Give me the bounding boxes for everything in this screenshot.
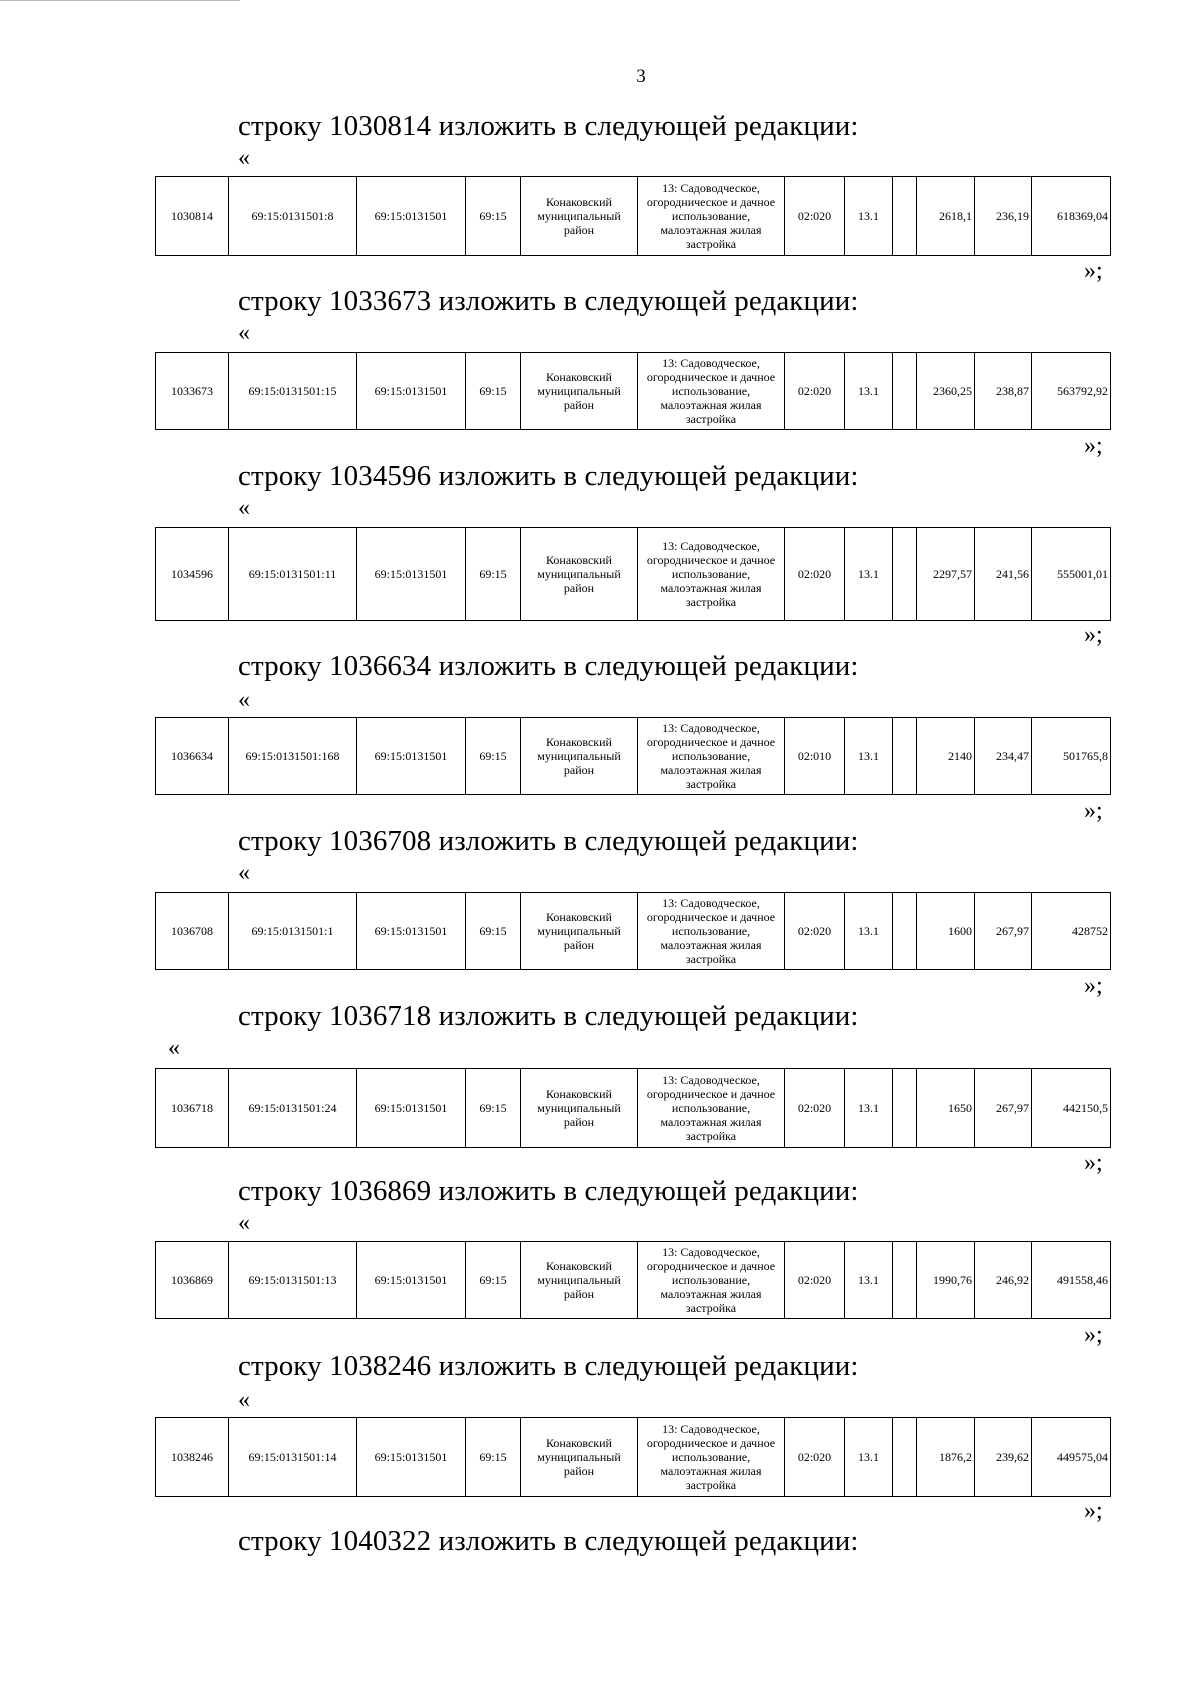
cell-cost-factor-code: 02:020	[785, 353, 845, 430]
cell-land-use-group: 13: Садоводческое, огородническое и дачное использование, малоэтажная жилая застройка	[638, 1242, 785, 1319]
cell-cadastral-number: 69:15:0131501:8	[229, 177, 357, 256]
cell-cost-factor-code: 02:020	[785, 1418, 845, 1497]
cell-municipality: Конаковский муниципальный район	[521, 528, 638, 621]
cell-specific-cost: 238,87	[975, 353, 1032, 430]
cell-cadastral-block: 69:15:0131501	[357, 1069, 466, 1148]
cell-cadastral-number: 69:15:0131501:11	[229, 528, 357, 621]
cell-area: 1650	[917, 1069, 975, 1148]
cell-cadastral-number: 69:15:0131501:14	[229, 1418, 357, 1497]
cell-cadastral-district: 69:15	[466, 1418, 521, 1497]
cell-municipality: Конаковский муниципальный район	[521, 1418, 638, 1497]
cell-cadastral-number: 69:15:0131501:168	[229, 718, 357, 795]
cell-cost-factor-code: 02:020	[785, 1069, 845, 1148]
closing-quote: »;	[1084, 622, 1103, 648]
cell-cadastral-value: 442150,5	[1032, 1069, 1111, 1148]
section-heading: строку 1036718 изложить в следующей редакции:	[238, 1000, 859, 1032]
section-heading: строку 1030814 изложить в следующей редакции:	[238, 110, 859, 142]
closing-quote: »;	[1084, 798, 1103, 824]
scan-artifact-line	[0, 0, 240, 1]
cell-cadastral-value: 449575,04	[1032, 1418, 1111, 1497]
cell-municipality: Конаковский муниципальный район	[521, 1069, 638, 1148]
section-heading: строку 1033673 изложить в следующей редакции:	[238, 285, 859, 317]
table-row	[156, 528, 1111, 621]
cell-row-id: 1033673	[156, 353, 229, 430]
cell-specific-cost: 267,97	[975, 893, 1032, 970]
record-table	[155, 717, 1111, 795]
cell-municipality: Конаковский муниципальный район	[521, 1242, 638, 1319]
table-row	[156, 1418, 1111, 1497]
cell-cost-factor-code: 02:020	[785, 1242, 845, 1319]
cell-cadastral-block: 69:15:0131501	[357, 353, 466, 430]
cell-subgroup: 13.1	[845, 177, 893, 256]
section-heading-final: строку 1040322 изложить в следующей редакции:	[238, 1525, 859, 1557]
cell-land-use-group: 13: Садоводческое, огородническое и дачное использование, малоэтажная жилая застройка	[638, 893, 785, 970]
section-heading: строку 1034596 изложить в следующей редакции:	[238, 460, 859, 492]
record-table	[155, 1068, 1111, 1148]
cell-land-use-group: 13: Садоводческое, огородническое и дачное использование, малоэтажная жилая застройка	[638, 718, 785, 795]
cell-specific-cost: 236,19	[975, 177, 1032, 256]
cell-cadastral-value: 618369,04	[1032, 177, 1111, 256]
section-heading: строку 1036708 изложить в следующей редакции:	[238, 825, 859, 857]
cell-empty-cell	[893, 353, 917, 430]
cell-land-use-group: 13: Садоводческое, огородническое и дачное использование, малоэтажная жилая застройка	[638, 353, 785, 430]
closing-quote: »;	[1084, 1322, 1103, 1348]
cell-cadastral-number: 69:15:0131501:13	[229, 1242, 357, 1319]
closing-quote: »;	[1084, 1150, 1103, 1176]
cell-cadastral-value: 491558,46	[1032, 1242, 1111, 1319]
cell-municipality: Конаковский муниципальный район	[521, 718, 638, 795]
cell-cadastral-block: 69:15:0131501	[357, 1242, 466, 1319]
record-table	[155, 352, 1111, 430]
cell-cadastral-block: 69:15:0131501	[357, 893, 466, 970]
cell-area: 2618,1	[917, 177, 975, 256]
cell-cadastral-number: 69:15:0131501:24	[229, 1069, 357, 1148]
cell-row-id: 1030814	[156, 177, 229, 256]
cell-cadastral-block: 69:15:0131501	[357, 718, 466, 795]
cell-cadastral-value: 563792,92	[1032, 353, 1111, 430]
cell-cadastral-block: 69:15:0131501	[357, 528, 466, 621]
record-table	[155, 1417, 1111, 1497]
cell-specific-cost: 234,47	[975, 718, 1032, 795]
cell-municipality: Конаковский муниципальный район	[521, 893, 638, 970]
cell-municipality: Конаковский муниципальный район	[521, 177, 638, 256]
cell-cost-factor-code: 02:020	[785, 177, 845, 256]
cell-municipality: Конаковский муниципальный район	[521, 353, 638, 430]
cell-land-use-group: 13: Садоводческое, огородническое и дачное использование, малоэтажная жилая застройка	[638, 528, 785, 621]
cell-cadastral-number: 69:15:0131501:15	[229, 353, 357, 430]
table-row	[156, 177, 1111, 256]
table-row	[156, 1069, 1111, 1148]
cell-cadastral-value: 555001,01	[1032, 528, 1111, 621]
cell-cadastral-district: 69:15	[466, 528, 521, 621]
cell-row-id: 1038246	[156, 1418, 229, 1497]
cell-empty-cell	[893, 1069, 917, 1148]
cell-land-use-group: 13: Садоводческое, огородническое и дачное использование, малоэтажная жилая застройка	[638, 1069, 785, 1148]
cell-land-use-group: 13: Садоводческое, огородническое и дачное использование, малоэтажная жилая застройка	[638, 1418, 785, 1497]
cell-specific-cost: 267,97	[975, 1069, 1032, 1148]
cell-cost-factor-code: 02:020	[785, 528, 845, 621]
cell-row-id: 1036869	[156, 1242, 229, 1319]
opening-quote: «	[238, 860, 250, 886]
section-heading: строку 1036634 изложить в следующей редакции:	[238, 650, 859, 682]
closing-quote: »;	[1084, 433, 1103, 459]
record-table	[155, 1241, 1111, 1319]
record-table	[155, 892, 1111, 970]
cell-empty-cell	[893, 1418, 917, 1497]
table-row	[156, 718, 1111, 795]
cell-cadastral-district: 69:15	[466, 718, 521, 795]
cell-subgroup: 13.1	[845, 718, 893, 795]
cell-subgroup: 13.1	[845, 528, 893, 621]
cell-cost-factor-code: 02:020	[785, 893, 845, 970]
cell-cadastral-district: 69:15	[466, 1242, 521, 1319]
opening-quote: «	[238, 1387, 250, 1413]
cell-cadastral-block: 69:15:0131501	[357, 177, 466, 256]
cell-empty-cell	[893, 718, 917, 795]
cell-cadastral-district: 69:15	[466, 1069, 521, 1148]
cell-empty-cell	[893, 528, 917, 621]
cell-land-use-group: 13: Садоводческое, огородническое и дачное использование, малоэтажная жилая застройка	[638, 177, 785, 256]
opening-quote: «	[238, 145, 250, 171]
cell-cadastral-block: 69:15:0131501	[357, 1418, 466, 1497]
cell-subgroup: 13.1	[845, 353, 893, 430]
cell-row-id: 1034596	[156, 528, 229, 621]
cell-cost-factor-code: 02:010	[785, 718, 845, 795]
cell-subgroup: 13.1	[845, 1242, 893, 1319]
cell-area: 1876,2	[917, 1418, 975, 1497]
cell-empty-cell	[893, 893, 917, 970]
record-table	[155, 527, 1111, 621]
cell-cadastral-value: 428752	[1032, 893, 1111, 970]
cell-specific-cost: 241,56	[975, 528, 1032, 621]
cell-row-id: 1036718	[156, 1069, 229, 1148]
cell-area: 1990,76	[917, 1242, 975, 1319]
opening-quote: «	[238, 495, 250, 521]
opening-quote: «	[238, 687, 250, 713]
cell-area: 2140	[917, 718, 975, 795]
opening-quote: «	[168, 1035, 180, 1061]
cell-area: 2297,57	[917, 528, 975, 621]
closing-quote: »;	[1084, 258, 1103, 284]
cell-row-id: 1036708	[156, 893, 229, 970]
opening-quote: «	[238, 1210, 250, 1236]
cell-cadastral-district: 69:15	[466, 177, 521, 256]
table-row	[156, 353, 1111, 430]
page-number: 3	[636, 66, 646, 87]
cell-empty-cell	[893, 177, 917, 256]
closing-quote: »;	[1084, 973, 1103, 999]
cell-cadastral-value: 501765,8	[1032, 718, 1111, 795]
cell-specific-cost: 239,62	[975, 1418, 1032, 1497]
cell-row-id: 1036634	[156, 718, 229, 795]
opening-quote: «	[238, 320, 250, 346]
cell-subgroup: 13.1	[845, 1418, 893, 1497]
cell-subgroup: 13.1	[845, 1069, 893, 1148]
section-heading: строку 1036869 изложить в следующей редакции:	[238, 1175, 859, 1207]
cell-cadastral-district: 69:15	[466, 893, 521, 970]
cell-area: 1600	[917, 893, 975, 970]
section-heading: строку 1038246 изложить в следующей редакции:	[238, 1350, 859, 1382]
cell-empty-cell	[893, 1242, 917, 1319]
closing-quote: »;	[1084, 1498, 1103, 1524]
table-row	[156, 893, 1111, 970]
table-row	[156, 1242, 1111, 1319]
cell-cadastral-number: 69:15:0131501:1	[229, 893, 357, 970]
cell-area: 2360,25	[917, 353, 975, 430]
cell-specific-cost: 246,92	[975, 1242, 1032, 1319]
record-table	[155, 176, 1111, 256]
cell-subgroup: 13.1	[845, 893, 893, 970]
cell-cadastral-district: 69:15	[466, 353, 521, 430]
